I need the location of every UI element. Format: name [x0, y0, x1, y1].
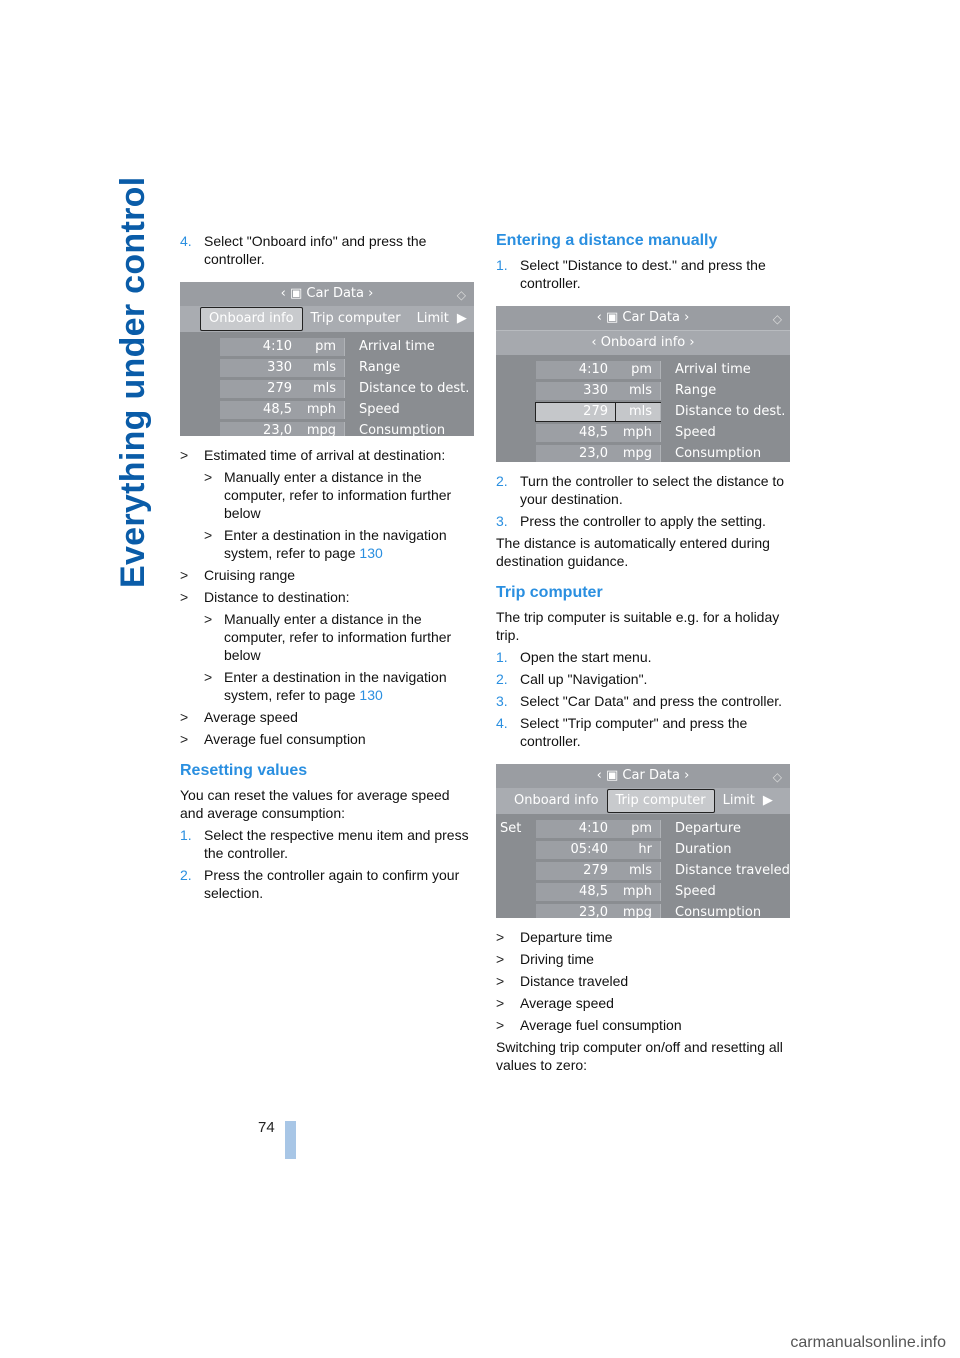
step-text: Select "Onboard info" and press the controller.: [204, 233, 427, 267]
trip-bullet: > Driving time: [496, 951, 594, 967]
menu-corner-icon: ◇: [772, 312, 782, 326]
screen-row: 279 mls Distance traveled: [496, 860, 790, 881]
bullet-marker-icon: >: [496, 1017, 505, 1033]
screen-row-selected: 279 mls Distance to dest.: [496, 401, 790, 422]
trip-step: 4. Select "Trip computer" and press the controller.: [496, 715, 748, 749]
sub-bullet-nav: > Enter a destination in the navigation system, refer to page 130: [204, 669, 447, 703]
sub-bullet-manual: > Manually enter a distance in the computer, refer to information further below: [204, 469, 452, 521]
bullet-marker-icon: >: [496, 951, 505, 967]
trip-step: 2. Call up "Navigation".: [496, 671, 648, 687]
screen-rows: [496, 814, 790, 918]
trip-bullet: > Average speed: [496, 995, 614, 1011]
watermark: carmanualsonline.info: [790, 1334, 946, 1351]
bullet-marker-icon: >: [204, 611, 213, 627]
screen-onboard-info: [180, 282, 474, 436]
bullet-marker-icon: >: [496, 973, 505, 989]
menu-corner-icon: ◇: [456, 288, 466, 302]
trip-bullet: > Departure time: [496, 929, 613, 945]
tab-onboard-info: Onboard info: [514, 793, 599, 808]
screen-tabs: [496, 788, 790, 814]
screen-header: ‹ ▣ Car Data ›: [496, 306, 790, 330]
sub-bullet-nav: > Enter a destination in the navigation system, refer to page 130: [204, 527, 447, 561]
screen-trip-computer: [496, 764, 790, 918]
bullet-fuel: > Average fuel consumption: [180, 731, 366, 747]
set-label: Set: [500, 821, 522, 836]
arrow-right-icon: ▶: [762, 793, 773, 808]
manual-step-1: 1. Select "Distance to dest." and press the controller.: [496, 257, 766, 291]
trip-intro: The trip computer is suitable e.g. for a holiday trip.: [496, 609, 780, 643]
screen-row: 23,0 mpg Consumption: [180, 420, 474, 436]
screen-row: 23,0 mpg Consumption: [496, 443, 790, 462]
screen-tabs: [180, 306, 474, 332]
section-title: Everything under control: [114, 176, 152, 588]
page-ref-link[interactable]: 130: [359, 687, 383, 703]
manual-note: The distance is automatically entered during destination guidance.: [496, 535, 770, 569]
tab-limit: Limit: [722, 793, 755, 808]
reset-step: 2. Press the controller again to confirm your selection.: [180, 867, 460, 901]
step-number: 4.: [180, 233, 192, 249]
bullet-marker-icon: >: [204, 527, 213, 543]
screen-row: 279 mls Distance to dest.: [180, 378, 474, 399]
manual-heading: Entering a distance manually: [496, 232, 718, 249]
screen-header: ‹ ▣ Car Data ›: [496, 764, 790, 788]
trip-step: 3. Select "Car Data" and press the controller.: [496, 693, 783, 709]
bullet-marker-icon: >: [180, 447, 189, 463]
step-4: [180, 232, 476, 268]
left-column: [180, 232, 476, 906]
trip-step: 1. Open the start menu.: [496, 649, 652, 665]
trip-bullet: > Average fuel consumption: [496, 1017, 682, 1033]
screen-rows: [180, 332, 474, 436]
screen-row: 4:10 pm Departure: [496, 818, 790, 839]
reset-intro: You can reset the values for average speed and average consumption:: [180, 787, 450, 821]
reset-heading: Resetting values: [180, 762, 308, 779]
screen-row: 23,0 mpg Consumption: [496, 902, 790, 918]
page-number-bar: [285, 1121, 296, 1159]
screen-row: 4:10 pm Arrival time: [496, 359, 790, 380]
arrow-right-icon: ▶: [456, 311, 467, 326]
tab-trip-computer: Trip computer: [607, 789, 715, 813]
manual-step: 3. Press the controller to apply the setting.: [496, 513, 766, 529]
screen-rows: [496, 355, 790, 462]
page-ref-link[interactable]: 130: [359, 545, 383, 561]
screen-distance-select: [496, 306, 790, 462]
screen-row: 48,5 mph Speed: [496, 881, 790, 902]
manual-step: 2. Turn the controller to select the distance to your destination.: [496, 473, 785, 507]
right-column: [496, 232, 792, 1078]
section-title-vertical: [110, 176, 158, 590]
screen-row: 05:40 hr Duration: [496, 839, 790, 860]
tab-onboard-info: Onboard info: [200, 307, 303, 331]
bullet-speed: > Average speed: [180, 709, 298, 725]
screen-subheader: ‹ Onboard info ›: [496, 330, 790, 355]
trip-heading: Trip computer: [496, 584, 603, 601]
tab-trip-computer: Trip computer: [310, 311, 401, 326]
bullet-range: > Cruising range: [180, 567, 296, 583]
bullet-marker-icon: >: [496, 929, 505, 945]
screen-row: 4:10 pm Arrival time: [180, 336, 474, 357]
bullet-distance: > Distance to destination:: [180, 589, 350, 605]
bullet-marker-icon: >: [204, 669, 213, 685]
bullet-marker-icon: >: [180, 731, 189, 747]
bullet-marker-icon: >: [180, 589, 189, 605]
reset-step: 1. Select the respective menu item and press the controller.: [180, 827, 469, 861]
tab-limit: Limit: [416, 311, 449, 326]
bullet-marker-icon: >: [204, 469, 213, 485]
bullet-eta: > Estimated time of arrival at destination:: [180, 447, 446, 463]
page-number: 74: [258, 1119, 275, 1136]
bullet-marker-icon: >: [180, 567, 189, 583]
sub-bullet-manual: > Manually enter a distance in the computer, refer to information further below: [204, 611, 452, 663]
screen-row: 48,5 mph Speed: [496, 422, 790, 443]
screen-row: 48,5 mph Speed: [180, 399, 474, 420]
trip-bullet: > Distance traveled: [496, 973, 629, 989]
trip-outro: Switching trip computer on/off and resetting all values to zero:: [496, 1039, 783, 1073]
menu-corner-icon: ◇: [772, 770, 782, 784]
screen-header: ‹ ▣ Car Data ›: [180, 282, 474, 306]
bullet-marker-icon: >: [180, 709, 189, 725]
screen-row: 330 mls Range: [496, 380, 790, 401]
bullet-marker-icon: >: [496, 995, 505, 1011]
screen-row: 330 mls Range: [180, 357, 474, 378]
